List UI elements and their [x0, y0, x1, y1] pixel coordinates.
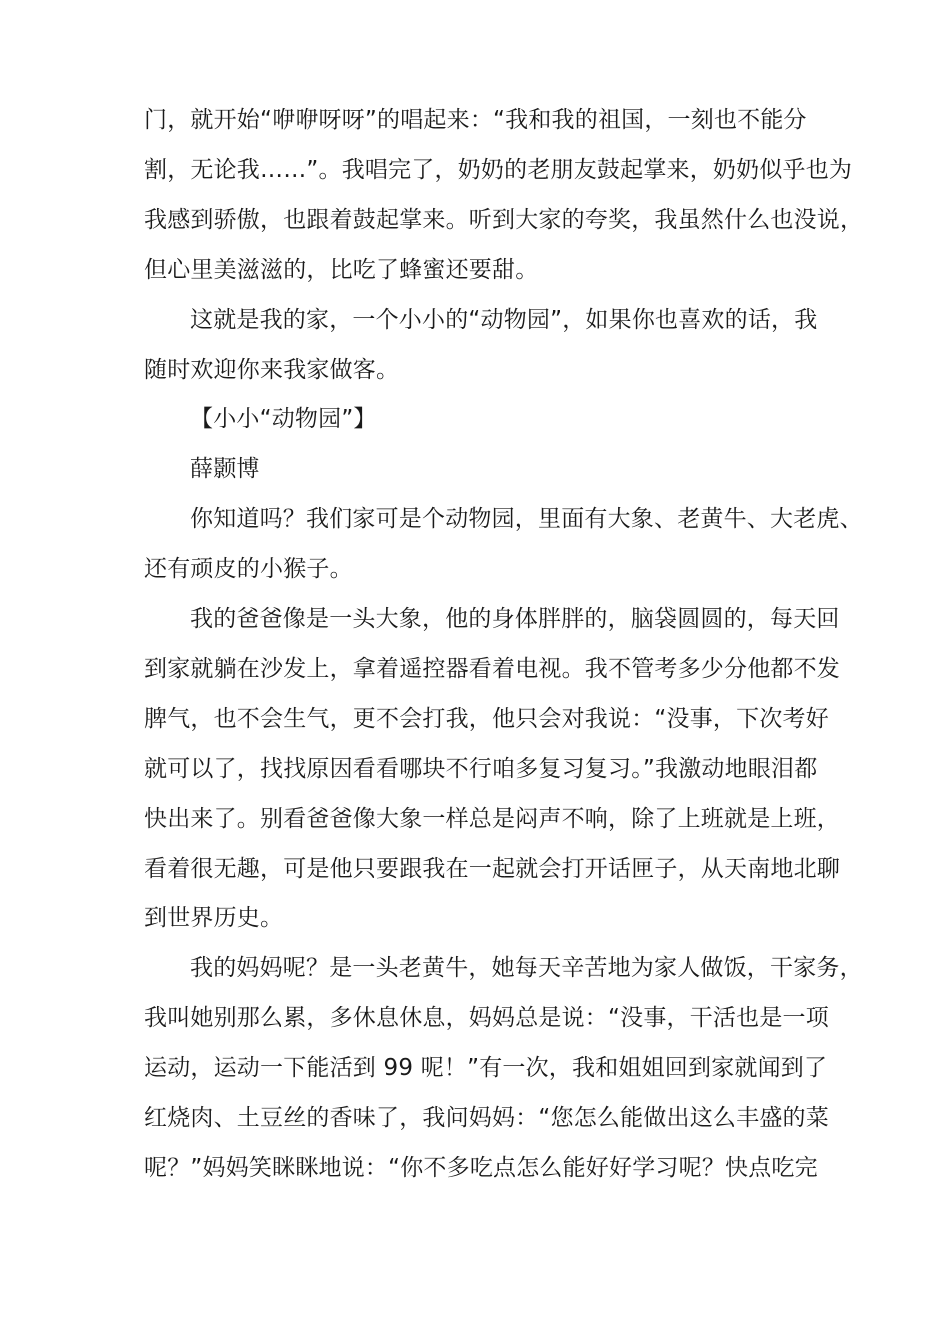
paragraph-line: 快出来了。别看爸爸像大象一样总是闷声不响，除了上班就是上班，	[144, 806, 840, 832]
paragraph-line: 随时欢迎你来我家做客。	[144, 357, 400, 383]
paragraph-line: 脾气，也不会生气，更不会打我，他只会对我说：“没事，下次考好	[144, 706, 829, 732]
paragraph-first-line: 薛颢博	[190, 456, 260, 482]
paragraph-line: 我叫她别那么累，多休息休息，妈妈总是说：“没事，干活也是一项	[144, 1005, 829, 1031]
paragraph-line: 看着很无趣，可是他只要跟我在一起就会打开话匣子，从天南地北聊	[144, 856, 840, 882]
paragraph-line: 割，无论我……”。我唱完了，奶奶的老朋友鼓起掌来，奶奶似乎也为	[144, 157, 853, 183]
paragraph-first-line: 我的爸爸像是一头大象，他的身体胖胖的，脑袋圆圆的，每天回	[190, 606, 840, 632]
paragraph-line: 呢？”妈妈笑眯眯地说：“你不多吃点怎么能好好学习呢？快点吃完	[144, 1155, 818, 1181]
paragraph-line: 就可以了，找找原因看看哪块不行咱多复习复习。”我激动地眼泪都	[144, 756, 818, 782]
paragraph-first-line: 【小小“动物园”】	[190, 406, 377, 432]
paragraph-line: 门，就开始“咿咿呀呀”的唱起来：“我和我的祖国，一刻也不能分	[144, 107, 807, 133]
paragraph-line: 但心里美滋滋的，比吃了蜂蜜还要甜。	[144, 257, 539, 283]
paragraph-line: 我感到骄傲，也跟着鼓起掌来。听到大家的夸奖，我虽然什么也没说，	[144, 207, 864, 233]
paragraph-line: 运动，运动一下能活到 99 呢！”有一次，我和姐姐回到家就闻到了	[144, 1055, 828, 1081]
paragraph-first-line: 你知道吗？我们家可是个动物园，里面有大象、老黄牛、大老虎、	[190, 506, 863, 532]
paragraph-line: 还有顽皮的小猴子。	[144, 556, 353, 582]
paragraph-line: 红烧肉、土豆丝的香味了，我问妈妈：“您怎么能做出这么丰盛的菜	[144, 1105, 829, 1131]
paragraph-first-line: 这就是我的家，一个小小的“动物园”，如果你也喜欢的话，我	[190, 307, 818, 333]
paragraph-line: 到家就躺在沙发上，拿着遥控器看着电视。我不管考多少分他都不发	[144, 656, 840, 682]
paragraph-line: 到世界历史。	[144, 905, 284, 931]
paragraph-first-line: 我的妈妈呢？是一头老黄牛，她每天辛苦地为家人做饭，干家务，	[190, 955, 863, 981]
